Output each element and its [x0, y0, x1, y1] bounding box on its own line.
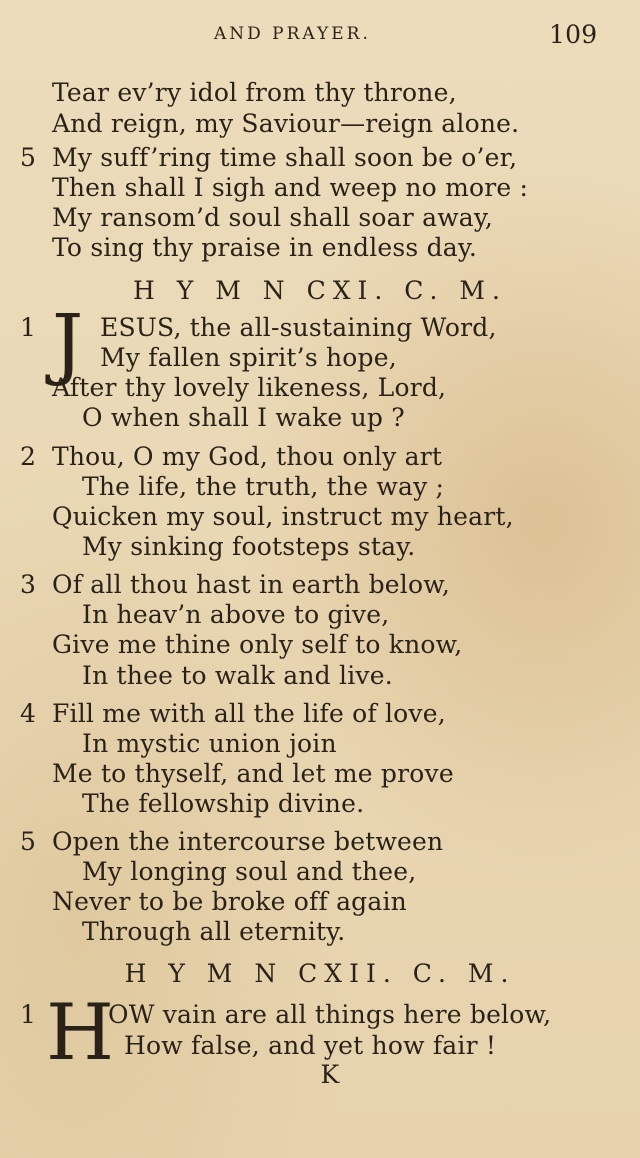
verse-line-text: Fill me with all the life of love,: [52, 699, 446, 728]
verse-line: [0, 109, 640, 139]
verse-line-text: Tear ev’ry idol from thy throne,: [52, 78, 457, 107]
verse-line-text: Then shall I sigh and weep no more :: [52, 173, 529, 202]
page-number: 109: [549, 20, 598, 49]
verse-line: [0, 570, 640, 600]
verse-number: 2: [20, 442, 37, 471]
verse-line: [0, 203, 640, 233]
verse-line: [0, 143, 640, 173]
verse-line: [0, 661, 640, 691]
verse-line-text: In mystic union join: [82, 729, 337, 758]
verse-line: [0, 729, 640, 759]
verse-line-text: My fallen spirit’s hope,: [100, 343, 397, 372]
verse-line-text: ESUS, the all-sustaining Word,: [100, 313, 497, 342]
verse-line: [0, 78, 640, 108]
hymn-title: H Y M N CXI. C. M.: [133, 276, 507, 305]
verse-line-text: My suff’ring time shall soon be o’er,: [52, 143, 518, 172]
verse-line: [0, 233, 640, 263]
hymn-title: H Y M N CXII. C. M.: [124, 959, 516, 988]
verse-line: [0, 442, 640, 472]
verse-line-text: The fellowship divine.: [82, 789, 365, 818]
verse-line: [0, 857, 640, 887]
verse-line: [0, 1031, 640, 1061]
verse-line-text: Thou, O my God, thou only art: [52, 442, 443, 471]
verse-number: 4: [20, 699, 37, 728]
drop-cap: H: [46, 988, 115, 1078]
drop-cap: J: [52, 299, 84, 389]
verse-line-text: Open the intercourse between: [52, 827, 444, 856]
verse-line-text: And reign, my Saviour—reign alone.: [52, 109, 520, 138]
verse-line: [0, 173, 640, 203]
verse-line: [0, 343, 640, 373]
verse-line: [0, 502, 640, 532]
verse-line: [0, 917, 640, 947]
verse-number: 1: [20, 1000, 37, 1029]
verse-line-text: After thy lovely likeness, Lord,: [52, 373, 447, 402]
verse-line: [0, 373, 640, 403]
verse-line: [0, 403, 640, 433]
running-header: [0, 20, 640, 50]
running-head-title: AND PRAYER.: [214, 24, 371, 44]
verse-line-text: My longing soul and thee,: [82, 857, 417, 886]
verse-line-text: Quicken my soul, instruct my heart,: [52, 502, 514, 531]
verse-number: 1: [20, 313, 37, 342]
verse-line-text: Me to thyself, and let me prove: [52, 759, 454, 788]
verse-line: [0, 532, 640, 562]
verse-line: [0, 699, 640, 729]
verse-line-text: The life, the truth, the way ;: [82, 472, 445, 501]
verse-line: [0, 887, 640, 917]
verse-line-text: To sing thy praise in endless day.: [52, 233, 478, 262]
signature-mark: K: [320, 1060, 340, 1089]
verse-line: [0, 630, 640, 660]
verse-line-text: OW vain are all things here below,: [108, 1000, 552, 1029]
verse-line-text: Of all thou hast in earth below,: [52, 570, 451, 599]
verse-line-text: Never to be broke off again: [52, 887, 407, 916]
verse-line-text: Through all eternity.: [82, 917, 346, 946]
verse-number: 3: [20, 570, 37, 599]
verse-line-text: How false, and yet how fair !: [124, 1031, 497, 1060]
verse-line-text: Give me thine only self to know,: [52, 630, 463, 659]
verse-line-text: My sinking footsteps stay.: [82, 532, 416, 561]
verse-line: [0, 789, 640, 819]
verse-line: [0, 827, 640, 857]
verse-line: [0, 759, 640, 789]
verse-line: [0, 472, 640, 502]
verse-line-text: O when shall I wake up ?: [82, 403, 405, 432]
verse-line: [0, 600, 640, 630]
verse-line-text: My ransom’d soul shall soar away,: [52, 203, 494, 232]
verse-line-text: In thee to walk and live.: [82, 661, 393, 690]
verse-number: 5: [20, 143, 37, 172]
verse-line-text: In heav’n above to give,: [82, 600, 390, 629]
verse-number: 5: [20, 827, 37, 856]
